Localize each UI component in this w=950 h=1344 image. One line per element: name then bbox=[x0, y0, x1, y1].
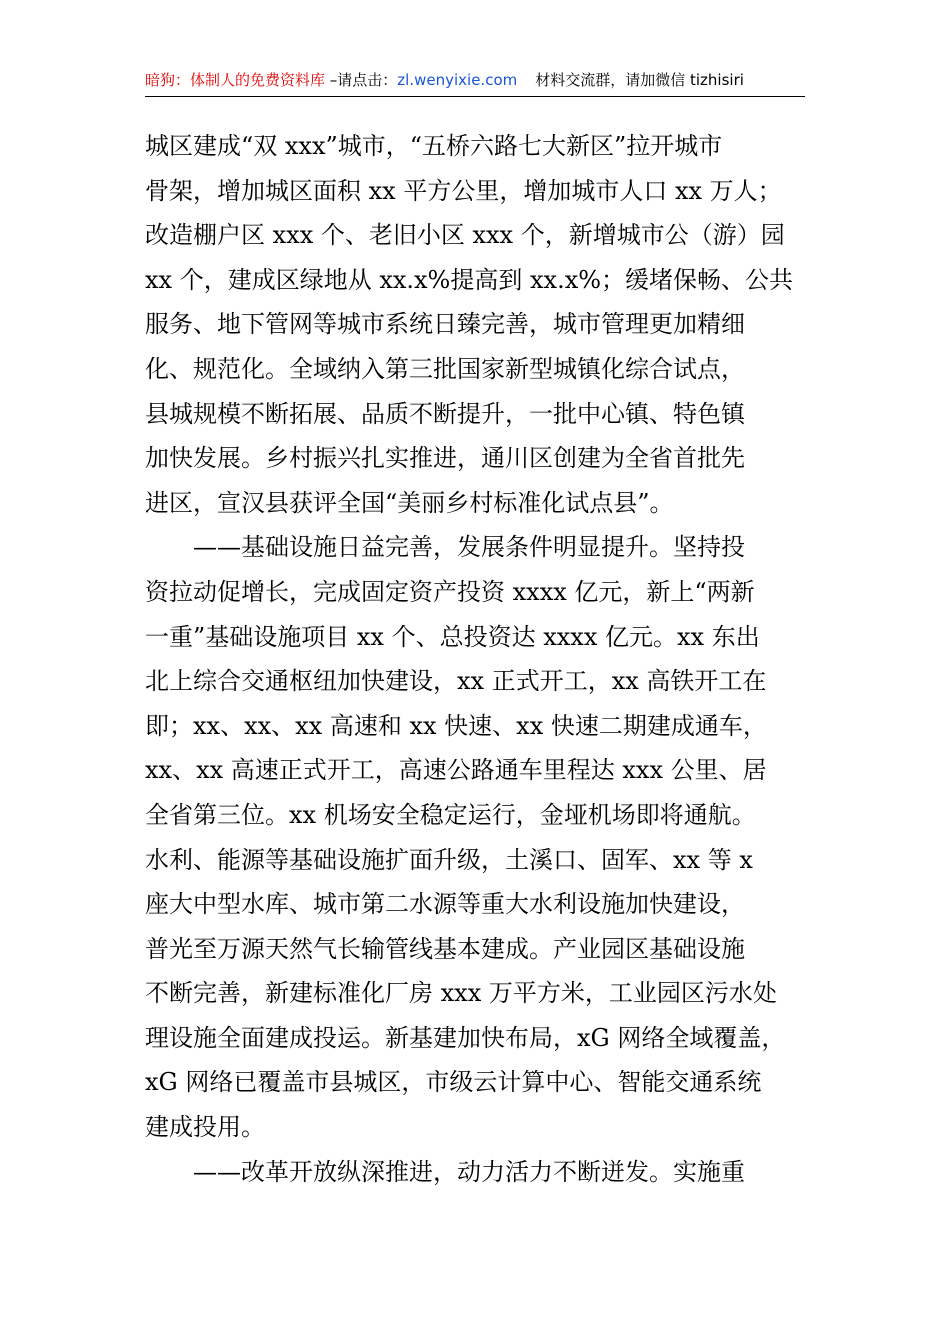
body-text bbox=[145, 124, 809, 1194]
text-line: 座大中型水库、城市第二水源等重大水利设施加快建设， bbox=[145, 890, 745, 919]
header-contact: 材料交流群，请加微信 tizhisiri bbox=[535, 71, 744, 89]
text-line: 普光至万源天然气长输管线基本建成。产业园区基础设施 bbox=[145, 934, 745, 963]
page-header bbox=[145, 66, 805, 94]
header-url-link[interactable]: zl.wenyixie.com bbox=[397, 71, 518, 89]
text-line: xx、xx 高速正式开工，高速公路通车里程达 xxx 公里、居 bbox=[145, 756, 767, 785]
text-line: 城区建成“双 xxx”城市，“五桥六路七大新区”拉开城市 bbox=[145, 132, 723, 160]
text-line: 骨架，增加城区面积 xx 平方公里，增加城市人口 xx 万人； bbox=[145, 176, 782, 205]
text-line: 一重”基础设施项目 xx 个、总投资达 xxxx 亿元。xx 东出 bbox=[145, 622, 760, 651]
text-line: xG 网络已覆盖市县城区，市级云计算中心、智能交通系统 bbox=[145, 1068, 762, 1097]
text-line: 北上综合交通枢纽加快建设，xx 正式开工，xx 高铁开工在 bbox=[145, 667, 767, 696]
text-line: 服务、地下管网等城市系统日臻完善，城市管理更加精细 bbox=[145, 310, 745, 339]
text-line: 水利、能源等基础设施扩面升级，土溪口、固军、xx 等 x bbox=[145, 845, 753, 874]
text-line: 县城规模不断拓展、品质不断提升，一批中心镇、特色镇 bbox=[145, 399, 745, 428]
text-line: 资拉动促增长，完成固定资产投资 xxxx 亿元，新上“两新 bbox=[145, 577, 755, 606]
header-brand: 暗狗：体制人的免费资料库 bbox=[145, 71, 326, 89]
text-line: 理设施全面建成投运。新基建加快布局，xG 网络全域覆盖， bbox=[145, 1023, 786, 1052]
text-line: 建成投用。 bbox=[145, 1113, 265, 1142]
text-line: 不断完善，新建标准化厂房 xxx 万平方米，工业园区污水处 bbox=[145, 979, 777, 1008]
text-line: 加快发展。乡村振兴扎实推进，通川区创建为全省首批先 bbox=[145, 444, 745, 473]
text-line: 改造棚户区 xxx 个、老旧小区 xxx 个，新增城市公（游）园 bbox=[145, 221, 785, 250]
text-line: xx 个，建成区绿地从 xx.x%提高到 xx.x%；缓堵保畅、公共 bbox=[145, 265, 794, 294]
text-line: 化、规范化。全域纳入第三批国家新型城镇化综合试点， bbox=[145, 354, 745, 383]
header-click-prefix: –请点击： bbox=[325, 71, 398, 89]
text-line: 进区，宣汉县获评全国“美丽乡村标准化试点县”。 bbox=[145, 488, 674, 517]
header-divider bbox=[145, 96, 805, 97]
text-line: 全省第三位。xx 机场安全稳定运行，金垭机场即将通航。 bbox=[145, 800, 756, 829]
paragraph-start-line: ——改革开放纵深推进，动力活力不断迸发。实施重 bbox=[193, 1157, 745, 1186]
paragraph-start-line: ——基础设施日益完善，发展条件明显提升。坚持投 bbox=[193, 533, 745, 562]
text-line: 即；xx、xx、xx 高速和 xx 快速、xx 快速二期建成通车， bbox=[145, 711, 767, 740]
